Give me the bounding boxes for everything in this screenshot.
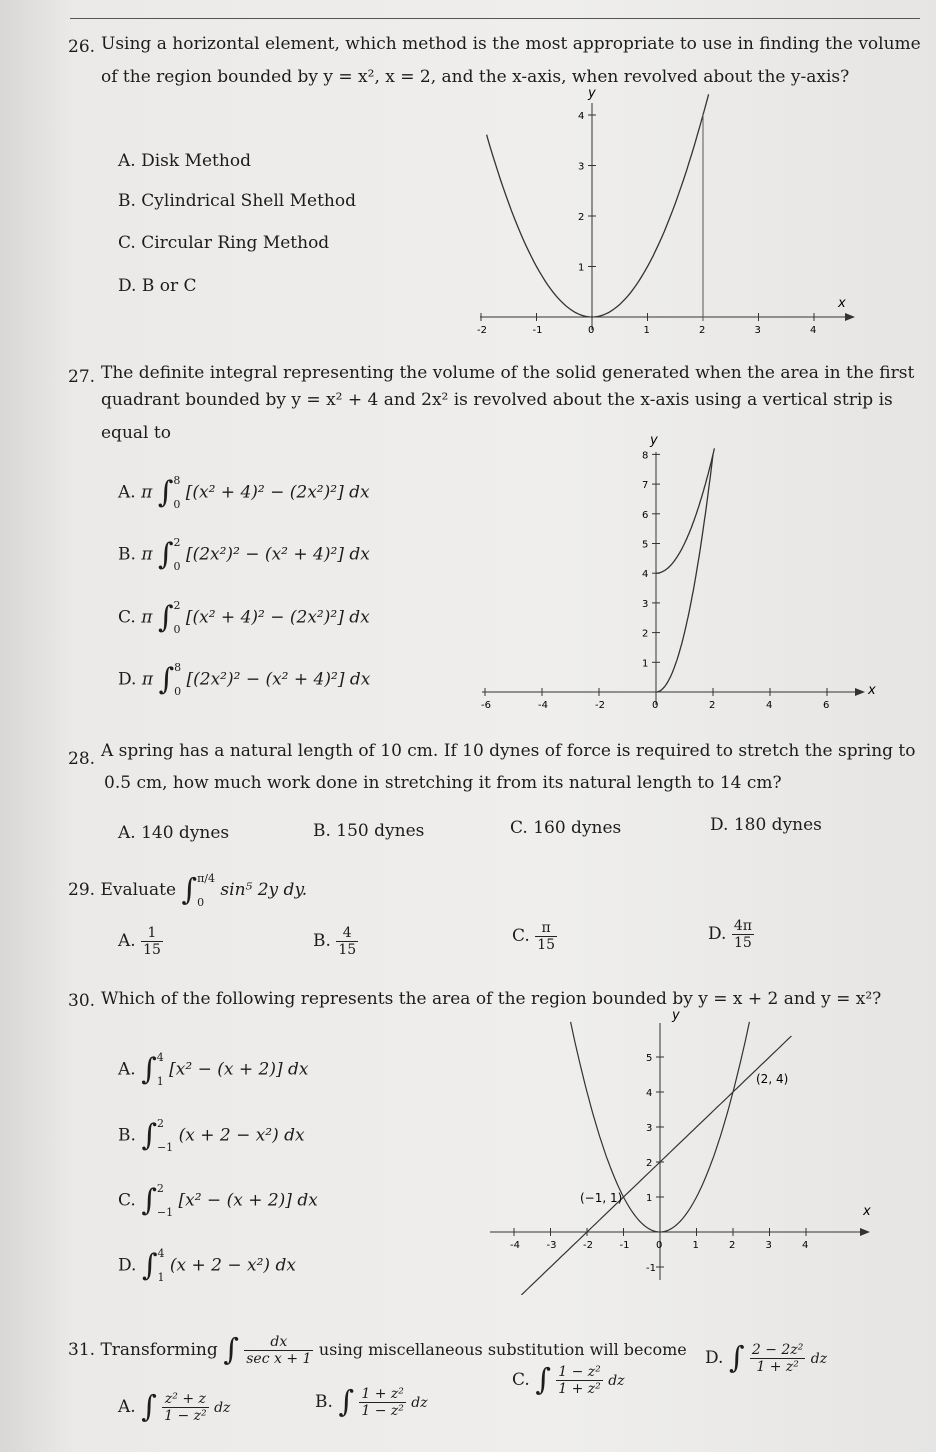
option-label: C. (118, 607, 136, 628)
x-axis-arrow (855, 688, 865, 696)
integrand: (x + 2 − x²) dx (169, 1255, 296, 1276)
graph-q27 (470, 430, 890, 715)
graph-q30 (480, 1005, 880, 1295)
option-label: A. (118, 1059, 136, 1080)
option-label: B. (315, 1392, 333, 1412)
option-label: A. (118, 931, 136, 951)
x-axis-arrow (845, 313, 855, 321)
q31-option-c[interactable] (512, 1358, 625, 1403)
integral-limits: 4 1 (157, 1247, 165, 1284)
differential: dz (810, 1351, 828, 1367)
x-axis-tick-label: 3 (754, 325, 761, 336)
integral-sign: ∫ (535, 1362, 551, 1398)
x-axis-tick-label: -4 (510, 1240, 520, 1251)
differential: dz (411, 1395, 428, 1411)
x-axis-tick-label: 3 (765, 1240, 772, 1251)
y-axis-tick-label: 3 (578, 161, 585, 173)
option-label: B. (118, 544, 136, 565)
y-axis-tick-label: 8 (642, 450, 649, 462)
option-label: A. (118, 482, 136, 503)
y-axis-tick-label: 6 (642, 509, 649, 521)
x-axis-tick-label: -1 (619, 1240, 630, 1251)
q28-text-line2: 0.5 cm, how much work done in stretching it from its natural length to 14 cm? (104, 773, 782, 793)
fraction: $\frac{\text{z² + z}}{\text{1 − z²}}$ (164, 1391, 207, 1424)
option-label: C. (512, 926, 530, 946)
q27-number: 27. (68, 367, 96, 387)
q27-option-d[interactable] (118, 662, 370, 698)
integral-sign: ∫ (157, 537, 174, 572)
q29-option-a[interactable] (118, 925, 163, 958)
q31-suffix: using miscellaneous substitution will become (318, 1340, 687, 1359)
integral-limits: 8 0 (173, 474, 181, 511)
q27-option-b[interactable] (118, 537, 370, 573)
x-axis-tick-label: -2 (595, 700, 605, 711)
x-axis-tick-label: -3 (546, 1240, 557, 1251)
x-axis-tick-label: 2 (699, 325, 706, 336)
option-label: C. (118, 1190, 136, 1211)
pi-symbol: π (141, 607, 153, 628)
x-axis-label: x (863, 1204, 871, 1219)
pi-symbol: π (141, 544, 153, 565)
integral-sign: ∫ (338, 1384, 354, 1420)
y-axis-tick-label: 3 (642, 598, 649, 610)
page-rule (70, 18, 920, 19)
x-axis-tick-label: 1 (692, 1240, 699, 1251)
point-label-2-4: (2, 4) (756, 1072, 789, 1086)
parabola-y-x2 (487, 94, 709, 317)
integral-sign: ∫ (141, 1248, 158, 1283)
integral-sign: ∫ (181, 872, 198, 908)
q28-text-line1: A spring has a natural length of 10 cm. If 10 dynes of force is required to stretch the spring to (101, 741, 916, 761)
x-axis-tick-label: 0 (588, 325, 595, 336)
integral-limits: 2 −1 (156, 1182, 174, 1219)
q30-option-a[interactable] (118, 1052, 308, 1088)
y-axis-tick-label: 2 (578, 212, 585, 223)
fraction: $\frac{1}{15}$ (143, 925, 161, 958)
q26-text-line2: of the region bounded by y = x², x = 2, and the x-axis, when revolved about the y-axis? (101, 67, 850, 87)
fraction: $\frac{\text{1 − z²}}{\text{1 + z²}}$ (558, 1364, 601, 1397)
x-axis-tick-label: 4 (766, 700, 773, 711)
y-axis-tick-label: 3 (646, 1123, 653, 1134)
y-axis-tick-label: 1 (642, 658, 649, 670)
x-axis-tick-label: 0 (656, 1240, 663, 1251)
integral-sign: ∫ (141, 1052, 157, 1087)
x-axis-tick-label: 6 (823, 700, 830, 711)
q26-option-a[interactable]: A. Disk Method (118, 151, 251, 171)
integral-sign: ∫ (141, 1118, 157, 1153)
x-axis-tick-label: 4 (802, 1240, 809, 1251)
q30-option-d[interactable] (118, 1248, 296, 1284)
integrand: [(x² + 4)² − (2x²)²] dx (185, 607, 370, 628)
y-axis-tick-label: 1 (646, 1193, 653, 1204)
integrand: [x² − (x + 2)] dx (169, 1059, 309, 1080)
option-label: D. (708, 924, 727, 944)
y-axis-label: y (588, 86, 596, 101)
q26-option-b[interactable]: B. Cylindrical Shell Method (118, 191, 356, 211)
graph-q26 (470, 85, 860, 340)
x-axis-tick-label: -4 (538, 700, 548, 711)
integral-sign: ∫ (158, 662, 175, 697)
integral-sign: ∫ (141, 1389, 157, 1425)
y-axis-label: y (672, 1008, 680, 1023)
integral-limits: 2 −1 (156, 1117, 174, 1154)
q26-number: 26. (68, 37, 96, 57)
integrand: [(2x²)² − (x² + 4)²] dx (185, 544, 370, 565)
q28-option-c[interactable]: C. 160 dynes (510, 818, 622, 838)
integral-limits: 2 0 (173, 599, 181, 636)
q28-option-b[interactable]: B. 150 dynes (313, 821, 425, 841)
y-axis-tick-label: -1 (646, 1263, 656, 1274)
q31-option-a[interactable] (118, 1385, 230, 1430)
q28-number: 28. (68, 749, 96, 769)
q31-option-b[interactable] (315, 1380, 428, 1425)
fraction: $\frac{dx}{\text{sec x + 1}}$ (246, 1334, 312, 1367)
y-axis-tick-label: 5 (642, 539, 649, 551)
option-label: A. (118, 1397, 136, 1417)
y-axis-tick-label: 2 (642, 628, 649, 640)
option-label: D. (118, 1255, 137, 1276)
q31-number: 31. (68, 1340, 96, 1360)
integrand: sin⁵ 2y dy. (220, 880, 308, 900)
x-axis-label: x (868, 683, 876, 698)
integrand: [(x² + 4)² − (2x²)²] dx (185, 482, 370, 503)
q30-number: 30. (68, 991, 96, 1011)
x-axis-tick-label: 2 (709, 700, 716, 711)
pi-symbol: π (141, 482, 153, 503)
q29-option-d[interactable] (708, 918, 754, 951)
x-axis-tick-label: -2 (583, 1240, 593, 1251)
y-axis-tick-label: 2 (646, 1158, 653, 1169)
q28-option-d[interactable]: D. 180 dynes (710, 815, 822, 835)
option-label: B. (313, 931, 331, 951)
q31-prefix: Transforming (100, 1340, 218, 1360)
q27-text-line1: The definite integral representing the volume of the solid generated when the area in the first (101, 363, 915, 383)
integral-sign: ∫ (728, 1340, 745, 1376)
fraction: $\frac{\text{2 − 2z²}}{\text{1 + z²}}$ (751, 1342, 804, 1375)
line-y-x-plus-2 (521, 1036, 791, 1295)
y-axis-label: y (650, 433, 658, 448)
y-axis-tick-label: 4 (578, 111, 585, 122)
q29-option-c[interactable] (512, 920, 557, 953)
integral-limits: π/4 0 (197, 871, 215, 909)
pi-symbol: π (141, 669, 154, 690)
integral-limits: 4 1 (156, 1051, 164, 1088)
point-label-neg1-1: (−1, 1) (580, 1191, 623, 1205)
x-axis-tick-label: -6 (481, 700, 491, 711)
q30-text: Which of the following represents the area of the region bounded by y = x + 2 and y = x²? (101, 989, 882, 1009)
integrand: [(2x²)² − (x² + 4)²] dx (186, 669, 371, 690)
fraction: $\frac{\pi}{15}$ (537, 920, 556, 953)
integral-sign: ∫ (223, 1332, 239, 1368)
q30-option-c[interactable] (118, 1183, 318, 1219)
x-axis-label: x (838, 296, 846, 311)
q27-text-line2: quadrant bounded by y = x² + 4 and 2x² is revolved about the x-axis using a vertical strip is (101, 390, 893, 410)
option-label: D. (705, 1348, 724, 1368)
y-axis-tick-label: 4 (646, 1088, 653, 1099)
q29-prefix: Evaluate (100, 880, 177, 900)
fraction: $\frac{4\pi}{15}$ (733, 918, 752, 951)
integrand: [x² − (x + 2)] dx (178, 1190, 318, 1211)
x-axis-tick-label: 1 (643, 325, 650, 336)
q26-option-c[interactable]: C. Circular Ring Method (118, 233, 330, 253)
y-axis-tick-label: 4 (642, 569, 649, 581)
fraction: $\frac{4}{15}$ (338, 925, 357, 958)
integral-sign: ∫ (157, 600, 174, 635)
option-label: D. (118, 669, 137, 690)
fraction: $\frac{\text{1 + z²}}{\text{1 − z²}}$ (361, 1386, 404, 1419)
x-axis-tick-label: 2 (729, 1240, 736, 1251)
q29-option-b[interactable] (313, 925, 358, 958)
q27-text-line3: equal to (101, 423, 171, 443)
option-label: C. (512, 1370, 530, 1390)
q29-question (68, 870, 307, 910)
q27-option-c[interactable] (118, 600, 370, 636)
q30-option-b[interactable] (118, 1118, 305, 1154)
q29-number: 29. (68, 880, 96, 900)
curve-y-2x2 (656, 454, 713, 692)
q27-option-a[interactable] (118, 475, 370, 511)
option-label: B. (118, 1125, 136, 1146)
x-axis-tick-label: -2 (477, 325, 487, 336)
differential: dz (214, 1400, 231, 1416)
integral-sign: ∫ (141, 1183, 157, 1218)
y-axis-tick-label: 7 (642, 480, 649, 492)
y-axis-tick-label: 1 (578, 262, 585, 274)
x-axis-tick-label: 0 (652, 700, 659, 711)
integral-limits: 8 0 (174, 661, 182, 698)
x-axis-tick-label: 4 (810, 325, 817, 336)
x-axis-tick-label: -1 (532, 325, 543, 336)
q28-option-a[interactable]: A. 140 dynes (118, 823, 230, 843)
q26-text-line1: Using a horizontal element, which method is the most appropriate to use in finding the volume (101, 34, 921, 54)
integrand: (x + 2 − x²) dx (178, 1125, 305, 1146)
x-axis-arrow (860, 1228, 870, 1236)
q31-option-d[interactable] (705, 1336, 827, 1381)
integral-sign: ∫ (157, 475, 174, 510)
q26-option-d[interactable]: D. B or C (118, 276, 197, 296)
integral-limits: 2 0 (173, 536, 181, 573)
differential: dz (608, 1373, 625, 1389)
y-axis-tick-label: 5 (646, 1053, 653, 1064)
